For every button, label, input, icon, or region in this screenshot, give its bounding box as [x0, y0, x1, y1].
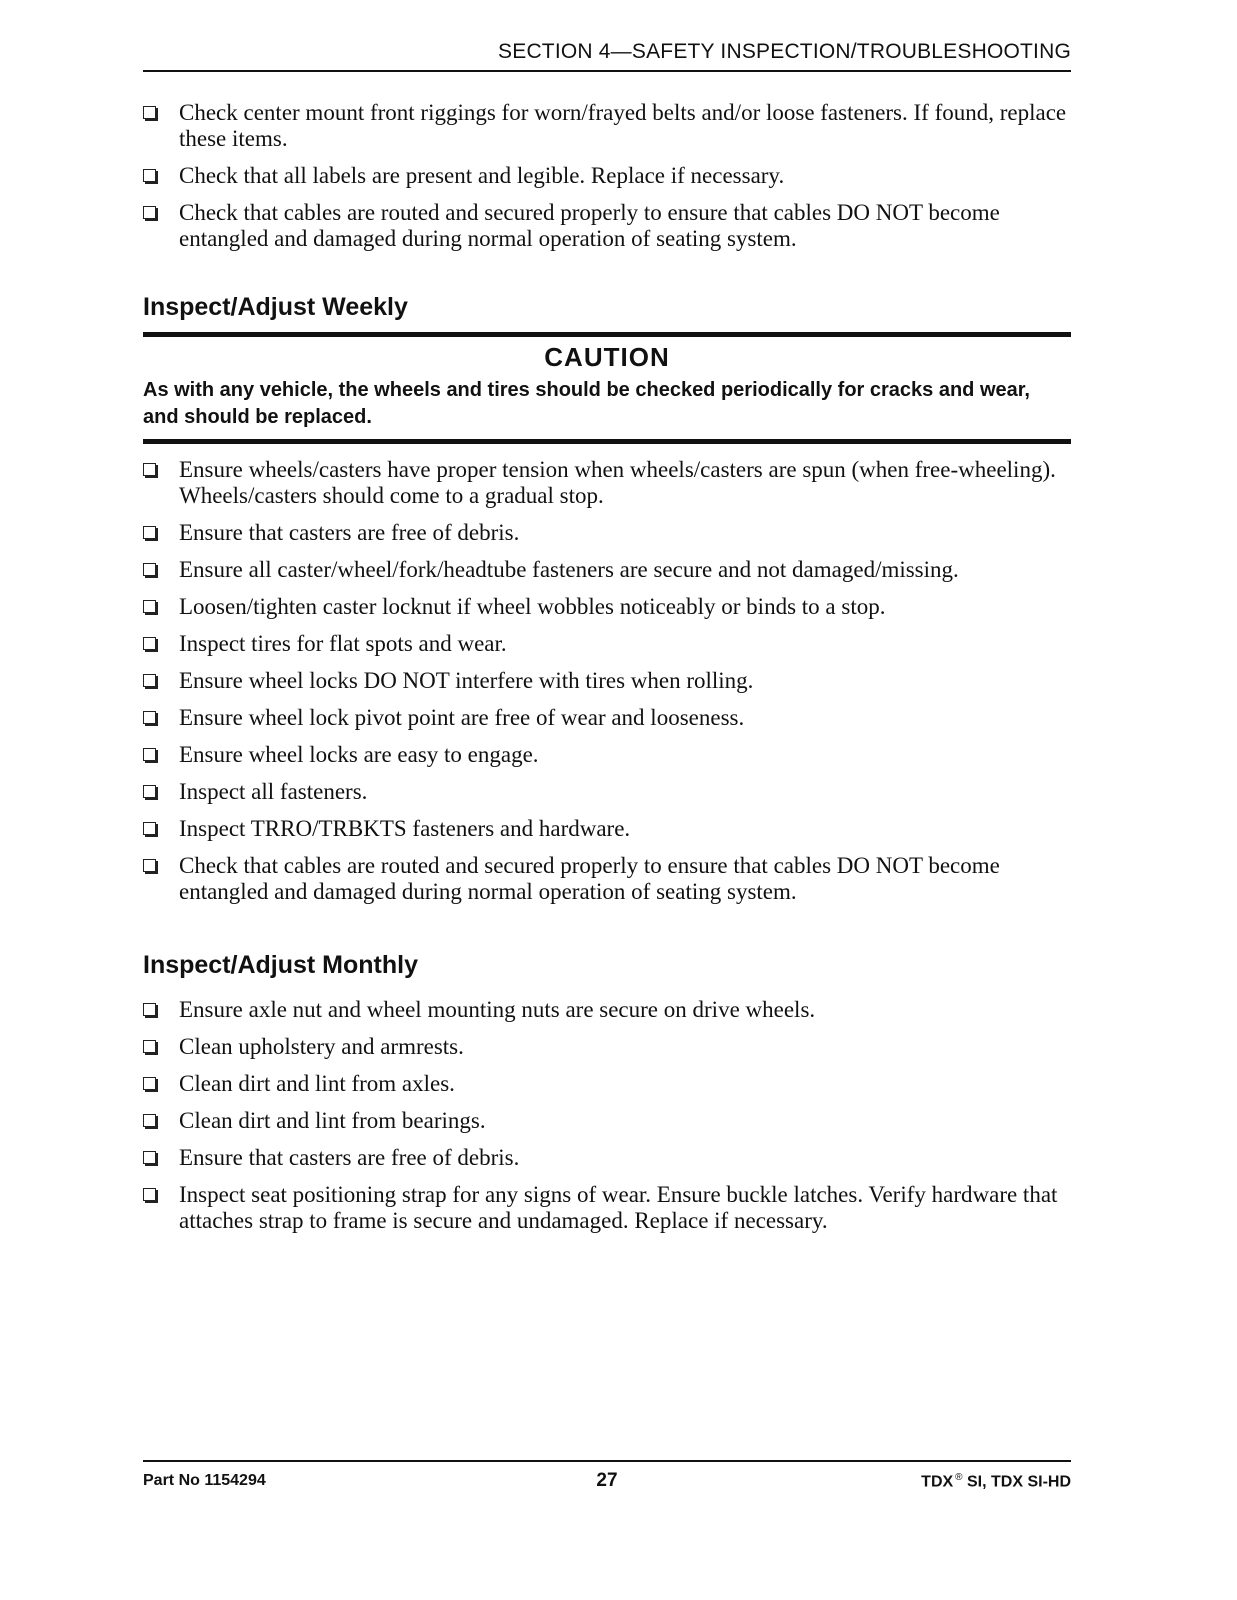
checklist-item-text: Inspect all fasteners. — [179, 779, 368, 804]
checklist-item-text: Check that cables are routed and secured properly to ensure that cables DO NOT become entangled and damaged during normal operation of seating system. — [179, 853, 1000, 904]
product-name-b: SI, TDX SI-HD — [962, 1473, 1071, 1491]
checklist-item — [143, 705, 1071, 731]
checkbox-icon — [143, 1003, 156, 1016]
part-number: Part No 1154294 — [143, 1472, 266, 1489]
document-page — [143, 0, 1071, 1600]
checklist-item-text: Ensure wheel locks are easy to engage. — [179, 742, 539, 767]
caution-text: As with any vehicle, the wheels and tires should be checked periodically for cracks and wear, and should be replaced. — [143, 379, 1030, 428]
caution-rule-top — [143, 332, 1071, 337]
checklist-item — [143, 1071, 1071, 1097]
checklist-item-text: Ensure that casters are free of debris. — [179, 1145, 520, 1170]
page-number: 27 — [596, 1470, 618, 1491]
checkbox-icon — [143, 748, 156, 761]
top-checklist — [143, 100, 1071, 263]
checklist-item-text: Ensure axle nut and wheel mounting nuts are secure on drive wheels. — [179, 997, 816, 1022]
caution-box — [143, 332, 1071, 446]
checklist-item — [143, 100, 1071, 152]
monthly-heading: Inspect/Adjust Monthly — [143, 951, 418, 979]
product-name-a: TDX — [921, 1473, 954, 1491]
checklist-item — [143, 557, 1071, 583]
checkbox-icon — [143, 859, 156, 872]
checklist-item-text: Clean upholstery and armrests. — [179, 1034, 464, 1059]
checklist-item — [143, 200, 1071, 252]
checklist-item — [143, 1034, 1071, 1060]
checklist-item-text: Ensure all caster/wheel/fork/headtube fasteners are secure and not damaged/missing. — [179, 557, 959, 582]
checkbox-icon — [143, 637, 156, 650]
checklist-item-text: Ensure wheel lock pivot point are free of wear and looseness. — [179, 705, 745, 730]
checkbox-icon — [143, 463, 156, 476]
checklist-item-text: Inspect seat positioning strap for any signs of wear. Ensure buckle latches. Verify hardware that attaches strap to frame is secure and undamaged. Replace if necessary. — [179, 1182, 1058, 1233]
checklist-item — [143, 457, 1071, 509]
checkbox-icon — [143, 106, 156, 119]
checklist-item — [143, 520, 1071, 546]
checkbox-icon — [143, 785, 156, 798]
monthly-checklist — [143, 997, 1071, 1245]
checklist-item-text: Loosen/tighten caster locknut if wheel wobbles noticeably or binds to a stop. — [179, 594, 886, 619]
checkbox-icon — [143, 1077, 156, 1090]
product-name — [921, 1472, 1071, 1491]
checkbox-icon — [143, 526, 156, 539]
checklist-item-text: Ensure wheel locks DO NOT interfere with tires when rolling. — [179, 668, 754, 693]
checklist-item-text: Check that all labels are present and legible. Replace if necessary. — [179, 163, 785, 188]
registered-mark: ® — [955, 1472, 963, 1483]
caution-rule-bottom — [143, 439, 1071, 444]
weekly-heading: Inspect/Adjust Weekly — [143, 293, 408, 321]
checkbox-icon — [143, 563, 156, 576]
checklist-item — [143, 594, 1071, 620]
checklist-item-text: Check center mount front riggings for worn/frayed belts and/or loose fasteners. If found, replace these items. — [179, 100, 1067, 151]
checkbox-icon — [143, 674, 156, 687]
page-footer — [143, 1470, 1071, 1494]
checklist-item-text: Clean dirt and lint from bearings. — [179, 1108, 486, 1133]
checklist-item-text: Check that cables are routed and secured properly to ensure that cables DO NOT become entangled and damaged during normal operation of seating system. — [179, 200, 1000, 251]
checkbox-icon — [143, 711, 156, 724]
checklist-item — [143, 997, 1071, 1023]
checklist-item — [143, 1182, 1071, 1234]
checkbox-icon — [143, 600, 156, 613]
checklist-item — [143, 853, 1071, 905]
checklist-item — [143, 163, 1071, 189]
checkbox-icon — [143, 1114, 156, 1127]
checklist-item-text: Inspect TRRO/TRBKTS fasteners and hardware. — [179, 816, 631, 841]
checkbox-icon — [143, 1188, 156, 1201]
checkbox-icon — [143, 822, 156, 835]
checklist-item — [143, 668, 1071, 694]
section-header: SECTION 4—SAFETY INSPECTION/TROUBLESHOOTING — [498, 40, 1071, 63]
weekly-checklist — [143, 457, 1071, 916]
checklist-item-text: Ensure that casters are free of debris. — [179, 520, 520, 545]
checkbox-icon — [143, 206, 156, 219]
checklist-item-text: Ensure wheels/casters have proper tension when wheels/casters are spun (when free-wheeling). Wheels/casters should come to a gradual stop. — [179, 457, 1056, 508]
checkbox-icon — [143, 1151, 156, 1164]
footer-rule — [143, 1460, 1071, 1462]
caution-title: CAUTION — [544, 342, 670, 372]
checklist-item-text: Inspect tires for flat spots and wear. — [179, 631, 507, 656]
checkbox-icon — [143, 1040, 156, 1053]
checklist-item — [143, 779, 1071, 805]
header-rule — [143, 70, 1071, 72]
checkbox-icon — [143, 169, 156, 182]
checklist-item — [143, 1145, 1071, 1171]
checklist-item-text: Clean dirt and lint from axles. — [179, 1071, 455, 1096]
checklist-item — [143, 742, 1071, 768]
checklist-item — [143, 631, 1071, 657]
checklist-item — [143, 816, 1071, 842]
checklist-item — [143, 1108, 1071, 1134]
